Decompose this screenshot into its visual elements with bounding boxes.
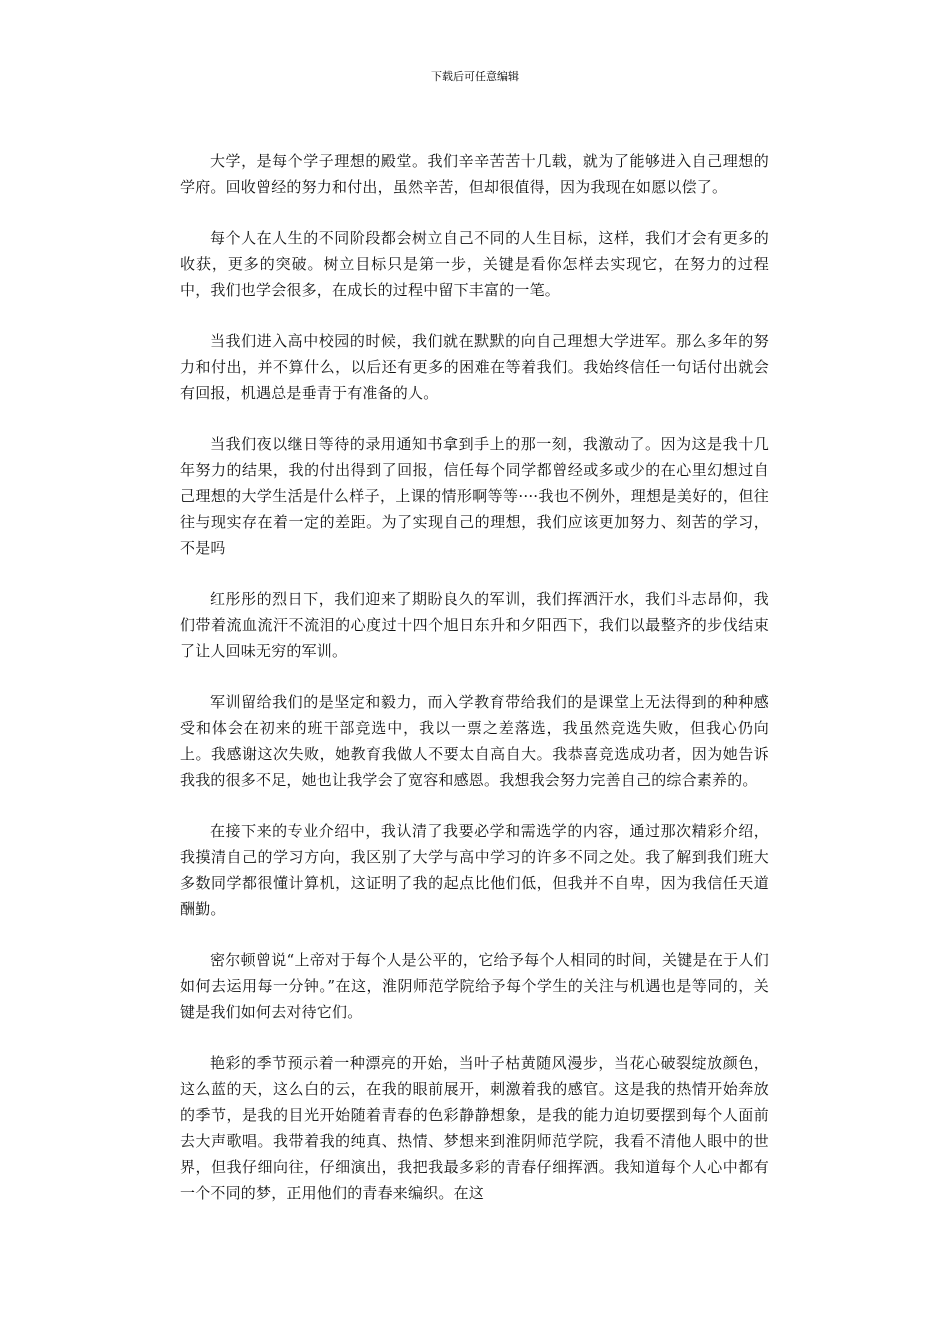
paragraph-6: 军训留给我们的是坚定和毅力，而入学教育带给我们的是课堂上无法得到的种种感受和体会在初来的班干部竞选中，我以一票之差落选，我虽然竞选失败，但我心仍向上。我感谢这次失败，她教育我做人不要太自高自大。我恭喜竞选成功者，因为她告诉我我的很多不足，她也让我学会了宽容和感恩。我想我会努力完善自己的综合素养的。 [180, 693, 769, 789]
header-note: 下载后可任意编辑 [431, 70, 519, 83]
essay-body [180, 148, 769, 1231]
paragraph-9: 艳彩的季节预示着一种漂亮的开始，当叶子枯黄随风漫步，当花心破裂绽放颜色，这么蓝的天，这么白的云，在我的眼前展开，刺激着我的感官。这是我的热情开始奔放的季节，是我的目光开始随着青春的色彩静静想象，是我的能力迫切要摆到每个人面前去大声歌唱。我带着我的纯真、热情、梦想来到淮阴师范学院，我看不清他人眼中的世界，但我仔细向往，仔细演出，我把我最多彩的青春仔细挥洒。我知道每个人心中都有一个不同的梦，正用他们的青春来编织。在这 [180, 1054, 769, 1202]
paragraph-2: 每个人在人生的不同阶段都会树立自己不同的人生目标，这样，我们才会有更多的收获，更多的突破。树立目标只是第一步，关键是看你怎样去实现它，在努力的过程中，我们也学会很多，在成长的过程中留下丰富的一笔。 [180, 229, 769, 299]
paragraph-1: 大学，是每个学子理想的殿堂。我们辛辛苦苦十几载，就为了能够进入自己理想的学府。回收曾经的努力和付出，虽然辛苦，但却很值得，因为我现在如愿以偿了。 [180, 152, 769, 196]
paragraph-3: 当我们进入高中校园的时候，我们就在默默的向自己理想大学进军。那么多年的努力和付出，并不算什么，以后还有更多的困难在等着我们。我始终信任一句话付出就会有回报，机遇总是垂青于有准备的人。 [180, 332, 769, 402]
paragraph-4: 当我们夜以继日等待的录用通知书拿到手上的那一刻，我激动了。因为这是我十几年努力的结果，我的付出得到了回报，信任每个同学都曾经或多或少的在心里幻想过自己理想的大学生活是什么样子，上课的情形啊等等····我也不例外，理想是美好的，但往往与现实存在着一定的差距。为了实现自己的理想，我们应该更加努力、刻苦的学习，不是吗 [180, 435, 769, 557]
paragraph-7: 在接下来的专业介绍中，我认清了我要必学和需选学的内容，通过那次精彩介绍，我摸清自己的学习方向，我区别了大学与高中学习的许多不同之处。我了解到我们班大多数同学都很懂计算机，这证明了我的起点比他们低，但我并不自卑，因为我信任天道酬勤。 [180, 822, 769, 918]
paragraph-8: 密尔顿曾说“上帝对于每个人是公平的，它给予每个人相同的时间，关键是在于人们如何去运用每一分钟。”在这，淮阴师范学院给予每个学生的关注与机遇也是等同的，关键是我们如何去对待它们。 [180, 951, 769, 1021]
paragraph-5: 红彤彤的烈日下，我们迎来了期盼良久的军训，我们挥洒汗水，我们斗志昂仰，我们带着流血流汗不流泪的心度过十四个旭日东升和夕阳西下，我们以最整齐的步伐结束了让人回味无穷的军训。 [180, 590, 769, 660]
